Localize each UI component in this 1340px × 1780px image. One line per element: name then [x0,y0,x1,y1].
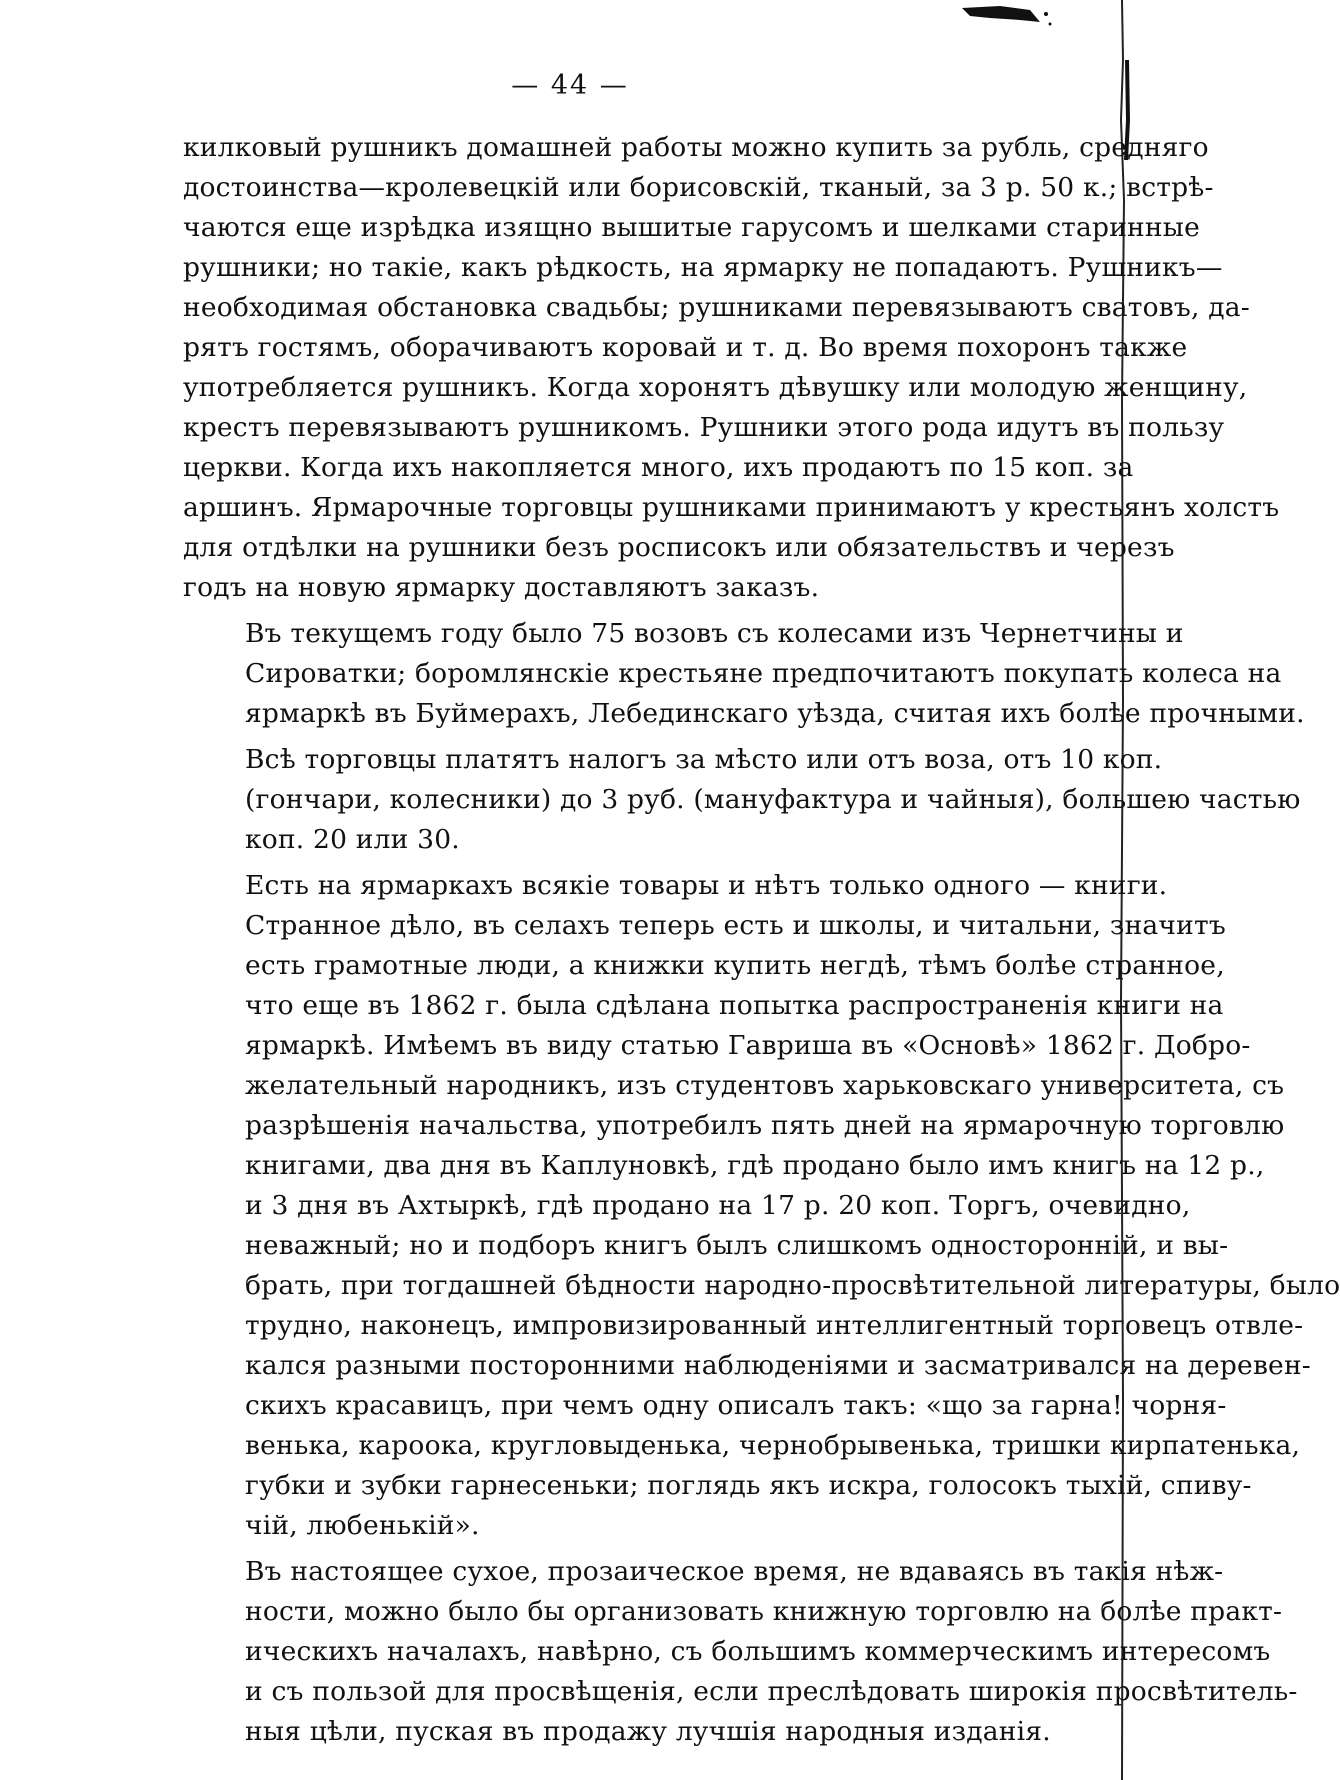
text-line: Всѣ торговцы платятъ налогъ за мѣсто или отъ воза, отъ 10 коп. [245,744,1163,775]
paragraph [183,614,1305,734]
paragraph [183,1552,1298,1752]
text-line: церкви. Когда ихъ накопляется много, ихъ продаютъ по 15 коп. за [183,452,1134,483]
text-line: Въ текущемъ году было 75 возовъ съ колесами изъ Чернетчины и [245,618,1184,649]
text-line: разрѣшенія начальства, употребилъ пять дней на ярмарочную торговлю [245,1110,1285,1141]
text-line: и съ пользой для просвѣщенія, если преслѣдовать широкія просвѣтитель- [245,1676,1298,1707]
text-line: книгами, два дня въ Каплуновкѣ, гдѣ продано было имъ книгъ на 12 р., [245,1150,1265,1181]
text-line: ическихъ началахъ, навѣрно, съ большимъ коммерческимъ интересомъ [245,1636,1271,1667]
text-line: годъ на новую ярмарку доставляютъ заказъ. [183,572,820,603]
text-line: достоинства—кролевецкій или борисовскій, тканый, за 3 р. 50 к.; встрѣ- [183,172,1214,203]
text-line: коп. 20 или 30. [245,824,460,855]
text-line: венька, кароока, кругловыденька, чернобрывенька, тришки кирпатенька, [245,1430,1301,1461]
text-line: ярмаркѣ. Имѣемъ въ виду статью Гавриша въ «Основѣ» 1862 г. Добро- [245,1030,1251,1061]
text-line: для отдѣлки на рушники безъ росписокъ или обязательствъ и черезъ [183,532,1175,563]
page-number: — 44 — [511,70,629,101]
text-line: рятъ гостямъ, оборачиваютъ коровай и т. д. Во время похоронъ также [183,332,1188,363]
body-text [183,128,1340,1758]
text-line: желательный народникъ, изъ студентовъ харьковскаго университета, съ [245,1070,1285,1101]
scan-artifact-mark [960,0,1055,30]
text-line: ности, можно было бы организовать книжную торговлю на болѣе практ- [245,1596,1283,1627]
text-line: употребляется рушникъ. Когда хоронятъ дѣвушку или молодую женщину, [183,372,1248,403]
text-line: губки и зубки гарнесеньки; поглядь якъ искра, голосокъ тыхій, спиву- [245,1470,1252,1501]
text-line: ныя цѣли, пуская въ продажу лучшія народныя изданія. [245,1716,1051,1747]
paragraph [183,128,1280,608]
text-line: чаются еще изрѣдка изящно вышитые гарусомъ и шелками старинные [183,212,1200,243]
text-line: Сироватки; боромлянскіе крестьяне предпочитаютъ покупать колеса на [245,658,1282,689]
text-line: что еще въ 1862 г. была сдѣлана попытка распространенія книги на [245,990,1224,1021]
text-line: необходимая обстановка свадьбы; рушниками перевязываютъ сватовъ, да- [183,292,1250,323]
text-line: трудно, наконецъ, импровизированный интеллигентный торговецъ отвле- [245,1310,1304,1341]
text-line: скихъ красавицъ, при чемъ одну описалъ такъ: «що за гарна! чорня- [245,1390,1227,1421]
text-line: ярмаркѣ въ Буймерахъ, Лебединскаго уѣзда, считая ихъ болѣе прочными. [245,698,1305,729]
text-line: рушники; но такіе, какъ рѣдкость, на ярмарку не попадаютъ. Рушникъ— [183,252,1223,283]
text-line: неважный; но и подборъ книгъ былъ слишкомъ односторонній, и вы- [245,1230,1229,1261]
text-line: есть грамотные люди, а книжки купить негдѣ, тѣмъ болѣе странное, [245,950,1225,981]
text-line: крестъ перевязываютъ рушникомъ. Рушники этого рода идутъ въ пользу [183,412,1225,443]
text-line: кался разными посторонними наблюденіями и засматривался на деревен- [245,1350,1311,1381]
text-line: чій, любенькій». [245,1510,480,1541]
paragraph [183,866,1340,1546]
paragraph [183,740,1301,860]
text-line: аршинъ. Ярмарочные торговцы рушниками принимаютъ у крестьянъ холстъ [183,492,1280,523]
text-line: и 3 дня въ Ахтыркѣ, гдѣ продано на 17 р. 20 коп. Торгъ, очевидно, [245,1190,1191,1221]
text-line: брать, при тогдашней бѣдности народно-просвѣтительной литературы, было [245,1270,1340,1301]
text-line: Въ настоящее сухое, прозаическое время, не вдаваясь въ такія нѣж- [245,1556,1224,1587]
text-line: Странное дѣло, въ селахъ теперь есть и школы, и читальни, значитъ [245,910,1226,941]
text-line: килковый рушникъ домашней работы можно купить за рубль, средняго [183,132,1209,163]
text-line: Есть на ярмаркахъ всякіе товары и нѣтъ только одного — книги. [245,870,1168,901]
text-line: (гончари, колесники) до 3 руб. (мануфактура и чайныя), большею частью [245,784,1301,815]
